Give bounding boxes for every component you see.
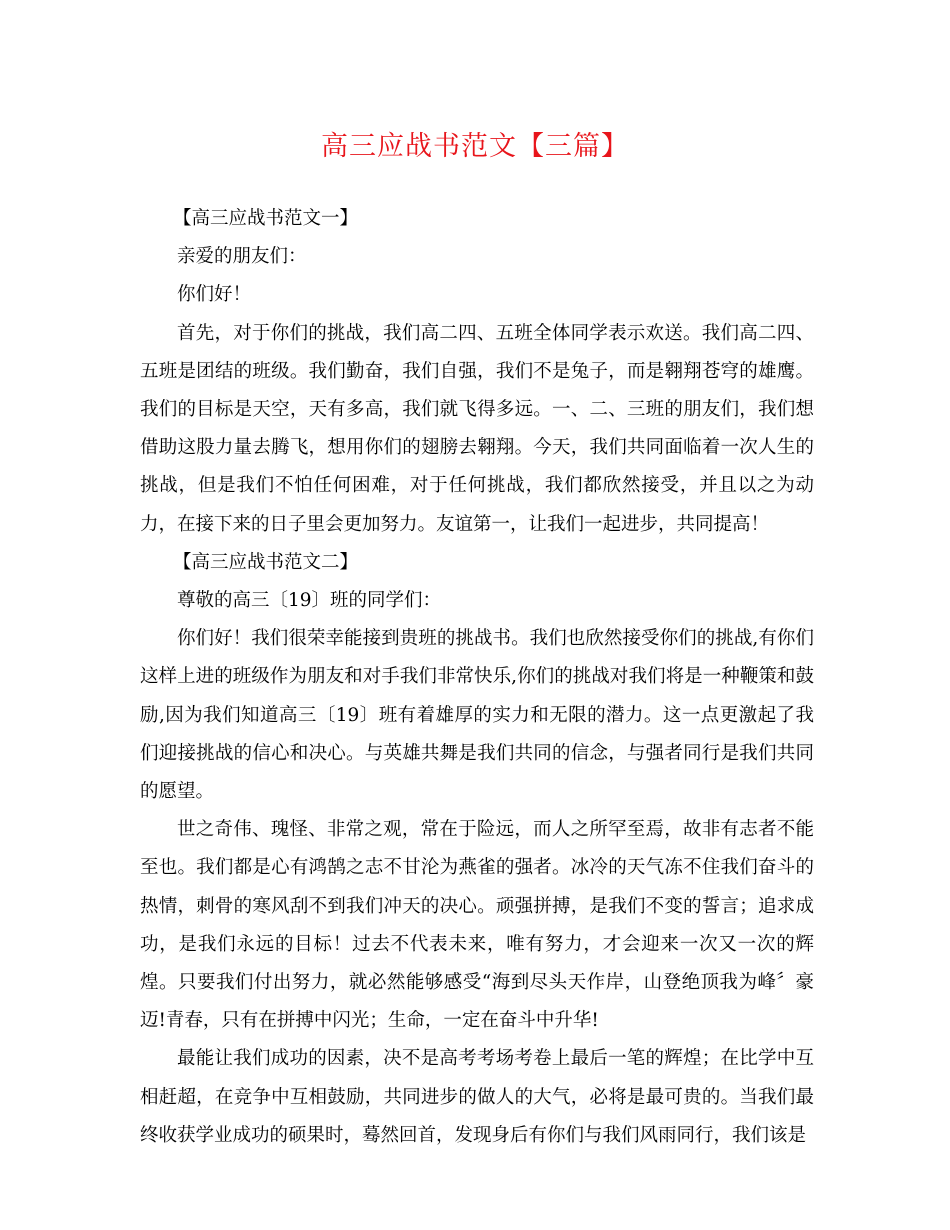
document-body <box>140 200 814 1155</box>
body-paragraph: 首先，对于你们的挑战，我们高二四、五班全体同学表示欢送。我们高二四、五班是团结的班级。我们勤奋，我们自强，我们不是兔子，而是翱翔苍穹的雄鹰。我们的目标是天空，天有多高，我们就飞得多远。一、二、三班的朋友们，我们想借助这股力量去腾飞，想用你们的翅膀去翱翔。今天，我们共同面临着一次人生的挑战，但是我们不怕任何困难，对于任何挑战，我们都欣然接受，并且以之为动力，在接下来的日子里会更加努力。友谊第一，让我们一起进步，共同提高！ <box>140 322 814 535</box>
page-title: 高三应战书范文【三篇】 <box>321 131 629 162</box>
salutation: 亲爱的朋友们： <box>177 246 307 268</box>
salutation: 尊敬的高三〔19〕班的同学们： <box>177 590 442 612</box>
section-heading-2: 【高三应战书范文二】 <box>173 551 359 573</box>
body-paragraph: 你们好！我们很荣幸能接到贵班的挑战书。我们也欣然接受你们的挑战,有你们这样上进的班级作为朋友和对手我们非常快乐,你们的挑战对我们将是一种鞭策和鼓励,因为我们知道高三〔19〕班有着雄厚的实力和无限的潜力。这一点更激起了我们迎接挑战的信心和决心。与英雄共舞是我们共同的信念，与强者同行是我们共同的愿望。 <box>140 628 814 803</box>
body-paragraph: 最能让我们成功的因素，决不是高考考场考卷上最后一笔的辉煌；在比学中互相赶超，在竞争中互相鼓励，共同进步的做人的大气，必将是最可贵的。当我们最终收获学业成功的硕果时，蓦然回首，发现身后有你们与我们风雨同行，我们该是 <box>140 1048 814 1146</box>
section-heading-1: 【高三应战书范文一】 <box>173 208 359 229</box>
greeting: 你们好！ <box>177 284 252 306</box>
body-paragraph: 世之奇伟、瑰怪、非常之观，常在于险远，而人之所罕至焉，故非有志者不能至也。我们都是心有鸿鹄之志不甘沦为燕雀的强者。冰冷的天气冻不住我们奋斗的热情，刺骨的寒风刮不到我们冲天的决心。顽强拼搏，是我们不变的誓言；追求成功，是我们永远的目标！过去不代表未来，唯有努力，才会迎来一次又一次的辉煌。只要我们付出努力，就必然能够感受“海到尽头天作岸，山登绝顶我为峰〞豪迈!青春，只有在拼搏中闪光；生命，一定在奋斗中升华! <box>140 819 814 1032</box>
